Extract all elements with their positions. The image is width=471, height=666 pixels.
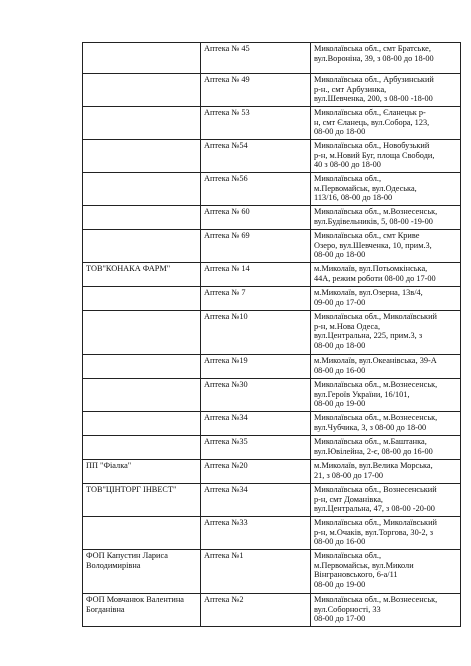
address-line: вул.Чубчика, 3, з 08-00 до 18-00 (314, 422, 427, 432)
address-cell (311, 206, 461, 230)
address-line: р-н, м.Очаків, вул.Торгова, 30-2, з (314, 527, 434, 537)
address-line: вул.Вороніна, 39, з 08-00 до 18-00 (314, 53, 434, 63)
address-line: вул.Ювілейна, 2-є, 08-00 до 16-00 (314, 446, 433, 456)
address-line: м.Миколаїв, вул.Озерна, 13в/4, (314, 288, 423, 297)
company-cell (83, 74, 201, 107)
company-cell (83, 43, 201, 74)
company-cell: ФОП Капустин Лариса Володимирівна (83, 550, 201, 594)
address-line: м.Миколаїв, вул.Океанівська, 39-А (314, 356, 437, 365)
table-row (83, 594, 461, 627)
address-line: Миколаївська обл., м.Вознесенськ, (314, 413, 438, 422)
address-line: Миколаївська обл., м.Вознесенськ, (314, 380, 438, 389)
address-line: р-н, смт Доманівка, (314, 494, 383, 504)
table-row (83, 412, 461, 436)
address-cell (311, 594, 461, 627)
address-cell (311, 311, 461, 355)
company-cell (83, 412, 201, 436)
table-row (83, 436, 461, 460)
address-line: м.Первомайськ, вул.Миколи (314, 560, 414, 570)
address-cell (311, 517, 461, 550)
address-line: Миколаївська обл., Миколаївський (314, 312, 437, 321)
company-cell (83, 355, 201, 379)
address-cell (311, 355, 461, 379)
table-row (83, 140, 461, 173)
table-row (83, 311, 461, 355)
address-line: Миколаївська обл., Новобузький (314, 141, 430, 150)
address-line: Миколаївська обл., Вознесенський (314, 485, 437, 494)
address-cell (311, 74, 461, 107)
company-cell (83, 140, 201, 173)
address-line: м.Первомайськ, вул.Одеська, (314, 183, 417, 193)
pharmacy-cell: Аптека № 53 (201, 107, 311, 140)
address-cell (311, 436, 461, 460)
address-line: вул.Центральна, 225, прим.3, з (314, 331, 423, 341)
pharmacy-cell: Аптека №20 (201, 460, 311, 484)
company-cell (83, 230, 201, 263)
address-line: 08-00 до 17-00 (314, 614, 366, 624)
address-line: р-н, м.Новий Буг, площа Свободи, (314, 150, 435, 160)
address-line: Миколаївська обл., м.Вознесенськ, (314, 595, 438, 604)
company-cell (83, 436, 201, 460)
address-cell (311, 140, 461, 173)
pharmacy-cell: Аптека №54 (201, 140, 311, 173)
pharmacy-cell: Аптека № 60 (201, 206, 311, 230)
company-cell: ФОП Мовчанюк Валентина Богданівна (83, 594, 201, 627)
pharmacy-table (82, 42, 461, 627)
address-cell (311, 173, 461, 206)
address-line: 40 з 08-00 до 18-00 (314, 160, 381, 170)
address-line: 08-00 до 18-00 (314, 250, 366, 260)
address-line: вул.Центральна, 47, з 08-00 -20-00 (314, 504, 435, 514)
address-cell (311, 412, 461, 436)
pharmacy-cell: Аптека №33 (201, 517, 311, 550)
address-line: 08-00 до 16-00 (314, 537, 366, 547)
pharmacy-cell: Аптека №35 (201, 436, 311, 460)
table-row (83, 74, 461, 107)
company-cell (83, 206, 201, 230)
table-row (83, 287, 461, 311)
table-row (83, 173, 461, 206)
address-cell (311, 379, 461, 412)
address-line: вул.Шевченка, 200, з 08-00 -18-00 (314, 94, 433, 104)
address-line: Миколаївська обл., Арбузинський (314, 75, 434, 84)
address-cell (311, 287, 461, 311)
table-row (83, 43, 461, 74)
address-line: 21, з 08-00 до 17-00 (314, 470, 384, 480)
address-line: вул.Соборності, 33 (314, 604, 381, 614)
address-line: 09-00 до 17-00 (314, 297, 366, 307)
pharmacy-cell: Аптека № 45 (201, 43, 311, 74)
address-line: 113/16, 08-00 до 18-00 (314, 193, 393, 203)
company-cell (83, 379, 201, 412)
address-cell (311, 484, 461, 517)
address-line: Вінграновського, 6-а/11 (314, 570, 398, 580)
company-cell: ТОВ"ЦІНТОРГ ІНВЕСТ" (83, 484, 201, 517)
company-cell (83, 517, 201, 550)
table-row (83, 206, 461, 230)
table-row (83, 517, 461, 550)
pharmacy-cell: Аптека №19 (201, 355, 311, 379)
company-cell (83, 287, 201, 311)
table-row (83, 550, 461, 594)
company-cell: ПП "Фіалка" (83, 460, 201, 484)
company-cell: ТОВ"КОНАКА ФАРМ" (83, 263, 201, 287)
company-cell (83, 173, 201, 206)
pharmacy-cell: Аптека № 49 (201, 74, 311, 107)
pharmacy-cell: Аптека №1 (201, 550, 311, 594)
address-line: р-н., смт Арбузинка, (314, 84, 387, 94)
address-line: р-н, м.Нова Одеса, (314, 321, 381, 331)
address-line: 44А, режим роботи 08-00 до 17-00 (314, 273, 436, 283)
pharmacy-cell: Аптека №56 (201, 173, 311, 206)
address-line: 08-00 до 19-00 (314, 580, 366, 590)
address-line: Миколаївська обл., м.Вознесенськ, (314, 207, 438, 216)
address-line: Миколаївська обл., смт Братське, (314, 44, 431, 53)
pharmacy-cell: Аптека №34 (201, 484, 311, 517)
address-cell (311, 550, 461, 594)
address-line: 08-00 до 18-00 (314, 127, 366, 137)
address-cell (311, 107, 461, 140)
table-row (83, 263, 461, 287)
company-cell (83, 107, 201, 140)
table-row (83, 355, 461, 379)
table-row (83, 107, 461, 140)
table-row (83, 230, 461, 263)
address-line: Миколаївська обл., м.Баштанка, (314, 437, 427, 446)
pharmacy-cell: Аптека № 14 (201, 263, 311, 287)
pharmacy-table-body (83, 43, 461, 627)
address-line: Миколаївська обл., Миколаївський (314, 518, 437, 527)
address-cell (311, 460, 461, 484)
company-cell (83, 311, 201, 355)
table-row (83, 379, 461, 412)
address-cell (311, 43, 461, 74)
address-line: н, смт Єланець, вул.Собора, 123, (314, 117, 430, 127)
address-cell (311, 263, 461, 287)
pharmacy-cell: Аптека № 69 (201, 230, 311, 263)
table-row (83, 460, 461, 484)
pharmacy-cell: Аптека №30 (201, 379, 311, 412)
address-line: Миколаївська обл., Єланецьк р- (314, 108, 426, 117)
pharmacy-cell: Аптека №34 (201, 412, 311, 436)
table-row (83, 484, 461, 517)
address-line: м.Миколаїв, вул.Велика Морська, (314, 461, 433, 470)
pharmacy-cell: Аптека №10 (201, 311, 311, 355)
address-line: вул.Героїв України, 16/101, (314, 389, 410, 399)
address-line: Миколаївська обл., (314, 551, 382, 560)
address-line: вул.Будівельників, 5, 08-00 -19-00 (314, 216, 433, 226)
address-cell (311, 230, 461, 263)
address-line: 08-00 до 16-00 (314, 365, 366, 375)
address-line: Миколаївська обл., смт Криве (314, 231, 420, 240)
address-line: Миколаївська обл., (314, 174, 382, 183)
pharmacy-cell: Аптека № 7 (201, 287, 311, 311)
address-line: Озеро, вул.Шевченка, 10, прим.3, (314, 240, 432, 250)
address-line: 08-00 до 19-00 (314, 399, 366, 409)
address-line: 08-00 до 18-00 (314, 341, 366, 351)
address-line: м.Миколаїв, вул.Потьомкінська, (314, 264, 428, 273)
pharmacy-cell: Аптека №2 (201, 594, 311, 627)
